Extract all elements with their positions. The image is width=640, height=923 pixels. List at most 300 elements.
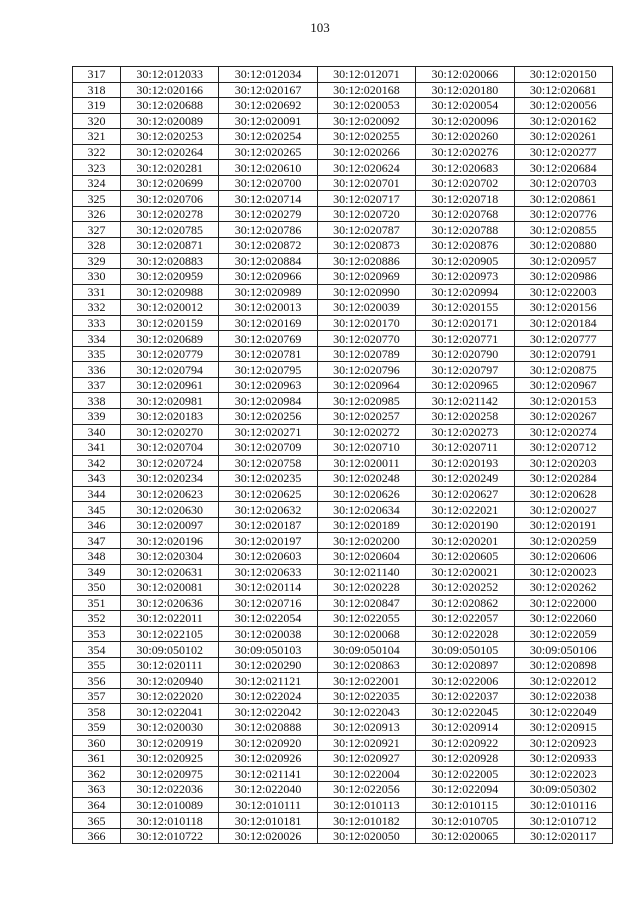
cadastral-code-cell: 30:12:020272 (317, 424, 415, 440)
row-number-cell: 320 (73, 113, 121, 129)
cadastral-code-cell: 30:12:020683 (416, 160, 514, 176)
table-row (73, 782, 613, 798)
cadastral-code-cell: 30:12:020628 (514, 486, 612, 502)
table-row (73, 82, 613, 98)
cadastral-code-cell: 30:12:020969 (317, 269, 415, 285)
cadastral-code-cell: 30:12:020922 (416, 735, 514, 751)
row-number-cell: 344 (73, 486, 121, 502)
cadastral-code-cell: 30:12:020604 (317, 548, 415, 564)
row-number-cell: 342 (73, 455, 121, 471)
cadastral-code-cell: 30:12:020880 (514, 238, 612, 254)
cadastral-code-cell: 30:12:022105 (121, 626, 219, 642)
cadastral-code-cell: 30:12:022056 (317, 782, 415, 798)
table-row (73, 409, 613, 425)
cadastral-code-cell: 30:12:020771 (416, 331, 514, 347)
table-row (73, 113, 613, 129)
cadastral-code-cell: 30:12:020180 (416, 82, 514, 98)
row-number-cell: 353 (73, 626, 121, 642)
cadastral-code-cell: 30:12:020625 (219, 486, 317, 502)
cadastral-code-cell: 30:12:012071 (317, 67, 415, 83)
cadastral-code-cell: 30:12:020681 (514, 82, 612, 98)
cadastral-code-cell: 30:12:020605 (416, 548, 514, 564)
cadastral-code-cell: 30:12:022040 (219, 782, 317, 798)
row-number-cell: 362 (73, 766, 121, 782)
cadastral-code-cell: 30:12:020050 (317, 828, 415, 844)
cadastral-code-cell: 30:12:020966 (219, 269, 317, 285)
cadastral-code-cell: 30:09:050104 (317, 642, 415, 658)
row-number-cell: 346 (73, 517, 121, 533)
cadastral-code-cell: 30:12:020169 (219, 315, 317, 331)
cadastral-code-cell: 30:12:020261 (514, 129, 612, 145)
table-row (73, 238, 613, 254)
cadastral-code-cell: 30:12:020965 (416, 377, 514, 393)
row-number-cell: 341 (73, 440, 121, 456)
cadastral-code-cell: 30:12:020984 (219, 393, 317, 409)
cadastral-code-cell: 30:12:020284 (514, 471, 612, 487)
cadastral-code-cell: 30:12:022057 (416, 611, 514, 627)
cadastral-code-cell: 30:12:020196 (121, 533, 219, 549)
cadastral-code-cell: 30:12:020779 (121, 346, 219, 362)
table-row (73, 688, 613, 704)
cadastral-code-cell: 30:12:020065 (416, 828, 514, 844)
cadastral-code-cell: 30:12:020606 (514, 548, 612, 564)
table-row (73, 284, 613, 300)
cadastral-code-cell: 30:12:020689 (121, 331, 219, 347)
cadastral-code-cell: 30:12:020189 (317, 517, 415, 533)
table-row (73, 735, 613, 751)
cadastral-code-cell: 30:12:020795 (219, 362, 317, 378)
cadastral-code-cell: 30:12:020626 (317, 486, 415, 502)
cadastral-code-cell: 30:12:020162 (514, 113, 612, 129)
cadastral-code-cell: 30:12:020258 (416, 409, 514, 425)
cadastral-code-cell: 30:12:020281 (121, 160, 219, 176)
row-number-cell: 352 (73, 611, 121, 627)
cadastral-code-cell: 30:12:020692 (219, 98, 317, 114)
cadastral-code-cell: 30:12:020928 (416, 751, 514, 767)
cadastral-code-cell: 30:12:020053 (317, 98, 415, 114)
cadastral-code-cell: 30:12:020265 (219, 144, 317, 160)
cadastral-code-cell: 30:12:020791 (514, 346, 612, 362)
cadastral-code-cell: 30:12:020156 (514, 300, 612, 316)
cadastral-code-cell: 30:12:020961 (121, 377, 219, 393)
cadastral-code-cell: 30:12:020787 (317, 222, 415, 238)
cadastral-code-cell: 30:12:022006 (416, 673, 514, 689)
cadastral-code-cell: 30:12:020789 (317, 346, 415, 362)
cadastral-code-cell: 30:12:020770 (317, 331, 415, 347)
table-row (73, 315, 613, 331)
table-row (73, 129, 613, 145)
cadastral-code-cell: 30:12:020097 (121, 517, 219, 533)
cadastral-code-cell: 30:12:022036 (121, 782, 219, 798)
cadastral-code-cell: 30:12:020855 (514, 222, 612, 238)
cadastral-code-cell: 30:12:022094 (416, 782, 514, 798)
cadastral-code-cell: 30:12:020153 (514, 393, 612, 409)
row-number-cell: 359 (73, 719, 121, 735)
table-row (73, 704, 613, 720)
cadastral-code-cell: 30:12:020781 (219, 346, 317, 362)
table-row (73, 160, 613, 176)
table-row (73, 222, 613, 238)
row-number-cell: 345 (73, 502, 121, 518)
row-number-cell: 336 (73, 362, 121, 378)
cadastral-code-cell: 30:12:020704 (121, 440, 219, 456)
cadastral-code-cell: 30:12:020278 (121, 206, 219, 222)
cadastral-code-cell: 30:12:020989 (219, 284, 317, 300)
cadastral-code-cell: 30:12:020054 (416, 98, 514, 114)
cadastral-code-cell: 30:12:022028 (416, 626, 514, 642)
cadastral-code-cell: 30:12:020276 (416, 144, 514, 160)
cadastral-code-cell: 30:12:020920 (219, 735, 317, 751)
cadastral-code-cell: 30:12:020758 (219, 455, 317, 471)
cadastral-code-cell: 30:12:020884 (219, 253, 317, 269)
cadastral-code-cell: 30:12:020254 (219, 129, 317, 145)
cadastral-code-cell: 30:12:020092 (317, 113, 415, 129)
cadastral-code-cell: 30:12:020253 (121, 129, 219, 145)
cadastral-code-cell: 30:12:020777 (514, 331, 612, 347)
row-number-cell: 326 (73, 206, 121, 222)
cadastral-code-cell: 30:12:022042 (219, 704, 317, 720)
cadastral-code-cell: 30:12:020634 (317, 502, 415, 518)
cadastral-code-cell: 30:12:020290 (219, 657, 317, 673)
cadastral-code-cell: 30:12:020271 (219, 424, 317, 440)
row-number-cell: 340 (73, 424, 121, 440)
cadastral-code-cell: 30:12:020905 (416, 253, 514, 269)
cadastral-code-cell: 30:12:020963 (219, 377, 317, 393)
cadastral-code-cell: 30:12:020796 (317, 362, 415, 378)
table-row (73, 144, 613, 160)
cadastral-code-cell: 30:12:020631 (121, 564, 219, 580)
table-row (73, 206, 613, 222)
cadastral-code-cell: 30:12:022003 (514, 284, 612, 300)
cadastral-code-cell: 30:12:010089 (121, 797, 219, 813)
cadastral-code-cell: 30:12:020038 (219, 626, 317, 642)
cadastral-code-cell: 30:12:020023 (514, 564, 612, 580)
cadastral-code-cell: 30:12:020201 (416, 533, 514, 549)
table-row (73, 766, 613, 782)
cadastral-code-cell: 30:12:010722 (121, 828, 219, 844)
cadastral-code-cell: 30:12:020081 (121, 580, 219, 596)
row-number-cell: 329 (73, 253, 121, 269)
row-number-cell: 364 (73, 797, 121, 813)
row-number-cell: 339 (73, 409, 121, 425)
table-row (73, 191, 613, 207)
row-number-cell: 350 (73, 580, 121, 596)
cadastral-code-cell: 30:12:020183 (121, 409, 219, 425)
cadastral-code-cell: 30:09:050302 (514, 782, 612, 798)
table-row (73, 67, 613, 83)
table-row (73, 797, 613, 813)
cadastral-code-cell: 30:12:020716 (219, 595, 317, 611)
row-number-cell: 347 (73, 533, 121, 549)
cadastral-code-cell: 30:12:020988 (121, 284, 219, 300)
row-number-cell: 325 (73, 191, 121, 207)
row-number-cell: 355 (73, 657, 121, 673)
table-row (73, 719, 613, 735)
cadastral-code-cell: 30:12:020304 (121, 548, 219, 564)
row-number-cell: 323 (73, 160, 121, 176)
cadastral-code-cell: 30:12:020249 (416, 471, 514, 487)
cadastral-code-cell: 30:12:020925 (121, 751, 219, 767)
table-row (73, 517, 613, 533)
cadastral-code-cell: 30:12:020026 (219, 828, 317, 844)
cadastral-code-cell: 30:12:022001 (317, 673, 415, 689)
cadastral-code-cell: 30:12:020039 (317, 300, 415, 316)
row-number-cell: 331 (73, 284, 121, 300)
table-row (73, 486, 613, 502)
row-number-cell: 365 (73, 813, 121, 829)
table-row (73, 424, 613, 440)
cadastral-code-cell: 30:12:020624 (317, 160, 415, 176)
cadastral-code-cell: 30:12:020981 (121, 393, 219, 409)
table-row (73, 828, 613, 844)
table-row (73, 269, 613, 285)
cadastral-code-cell: 30:12:020277 (514, 144, 612, 160)
cadastral-code-cell: 30:12:020919 (121, 735, 219, 751)
cadastral-code-cell: 30:12:020684 (514, 160, 612, 176)
cadastral-code-cell: 30:12:020712 (514, 440, 612, 456)
cadastral-code-cell: 30:12:020883 (121, 253, 219, 269)
row-number-cell: 332 (73, 300, 121, 316)
cadastral-code-cell: 30:12:020193 (416, 455, 514, 471)
table-row (73, 564, 613, 580)
cadastral-code-cell: 30:12:020688 (121, 98, 219, 114)
cadastral-code-cell: 30:12:010111 (219, 797, 317, 813)
cadastral-code-cell: 30:12:020166 (121, 82, 219, 98)
cadastral-code-cell: 30:12:020863 (317, 657, 415, 673)
cadastral-code-cell: 30:12:020940 (121, 673, 219, 689)
row-number-cell: 343 (73, 471, 121, 487)
cadastral-code-cell: 30:12:020876 (416, 238, 514, 254)
cadastral-code-cell: 30:12:020068 (317, 626, 415, 642)
cadastral-codes-table (72, 66, 613, 844)
cadastral-code-cell: 30:12:022004 (317, 766, 415, 782)
cadastral-code-cell: 30:12:020191 (514, 517, 612, 533)
table-row (73, 440, 613, 456)
cadastral-code-cell: 30:12:020184 (514, 315, 612, 331)
table-row (73, 813, 613, 829)
cadastral-code-cell: 30:12:020915 (514, 719, 612, 735)
table-row (73, 595, 613, 611)
cadastral-code-cell: 30:12:020957 (514, 253, 612, 269)
cadastral-code-cell: 30:12:020872 (219, 238, 317, 254)
table-row (73, 377, 613, 393)
table-row (73, 502, 613, 518)
cadastral-code-cell: 30:12:022035 (317, 688, 415, 704)
table-row (73, 533, 613, 549)
cadastral-code-cell: 30:12:020790 (416, 346, 514, 362)
cadastral-code-cell: 30:12:020973 (416, 269, 514, 285)
cadastral-code-cell: 30:12:020636 (121, 595, 219, 611)
cadastral-code-cell: 30:12:020111 (121, 657, 219, 673)
row-number-cell: 330 (73, 269, 121, 285)
cadastral-code-cell: 30:12:020630 (121, 502, 219, 518)
cadastral-code-cell: 30:12:020847 (317, 595, 415, 611)
cadastral-code-cell: 30:12:020700 (219, 175, 317, 191)
cadastral-code-cell: 30:12:020990 (317, 284, 415, 300)
row-number-cell: 333 (73, 315, 121, 331)
row-number-cell: 366 (73, 828, 121, 844)
cadastral-code-cell: 30:12:020159 (121, 315, 219, 331)
cadastral-code-cell: 30:12:022024 (219, 688, 317, 704)
cadastral-code-cell: 30:12:022054 (219, 611, 317, 627)
cadastral-code-cell: 30:12:020273 (416, 424, 514, 440)
cadastral-code-cell: 30:12:020786 (219, 222, 317, 238)
cadastral-code-cell: 30:12:020266 (317, 144, 415, 160)
cadastral-code-cell: 30:12:020228 (317, 580, 415, 596)
cadastral-code-cell: 30:12:020927 (317, 751, 415, 767)
cadastral-code-cell: 30:12:020627 (416, 486, 514, 502)
row-number-cell: 319 (73, 98, 121, 114)
table-row (73, 98, 613, 114)
cadastral-code-cell: 30:12:012033 (121, 67, 219, 83)
table-row (73, 175, 613, 191)
cadastral-code-cell: 30:12:020788 (416, 222, 514, 238)
cadastral-code-cell: 30:12:020150 (514, 67, 612, 83)
row-number-cell: 322 (73, 144, 121, 160)
cadastral-code-cell: 30:12:020985 (317, 393, 415, 409)
cadastral-code-cell: 30:12:020797 (416, 362, 514, 378)
cadastral-code-cell: 30:12:020711 (416, 440, 514, 456)
cadastral-code-cell: 30:12:020264 (121, 144, 219, 160)
table-row (73, 657, 613, 673)
row-number-cell: 328 (73, 238, 121, 254)
cadastral-code-cell: 30:12:020167 (219, 82, 317, 98)
table-row (73, 300, 613, 316)
row-number-cell: 335 (73, 346, 121, 362)
cadastral-code-cell: 30:12:010113 (317, 797, 415, 813)
cadastral-code-cell: 30:12:020886 (317, 253, 415, 269)
cadastral-code-cell: 30:12:010182 (317, 813, 415, 829)
cadastral-code-cell: 30:12:020959 (121, 269, 219, 285)
cadastral-code-cell: 30:12:020089 (121, 113, 219, 129)
cadastral-code-cell: 30:12:020701 (317, 175, 415, 191)
cadastral-code-cell: 30:12:020769 (219, 331, 317, 347)
cadastral-code-cell: 30:12:022038 (514, 688, 612, 704)
cadastral-code-cell: 30:12:022000 (514, 595, 612, 611)
cadastral-code-cell: 30:12:020262 (514, 580, 612, 596)
cadastral-code-cell: 30:12:020603 (219, 548, 317, 564)
row-number-cell: 357 (73, 688, 121, 704)
cadastral-code-cell: 30:12:020776 (514, 206, 612, 222)
cadastral-code-cell: 30:12:020270 (121, 424, 219, 440)
cadastral-code-cell: 30:12:020702 (416, 175, 514, 191)
cadastral-code-cell: 30:12:020699 (121, 175, 219, 191)
cadastral-code-cell: 30:12:020114 (219, 580, 317, 596)
cadastral-code-cell: 30:12:020913 (317, 719, 415, 735)
cadastral-code-cell: 30:12:022049 (514, 704, 612, 720)
cadastral-code-cell: 30:12:020862 (416, 595, 514, 611)
row-number-cell: 356 (73, 673, 121, 689)
table-body (73, 67, 613, 844)
row-number-cell: 361 (73, 751, 121, 767)
cadastral-code-cell: 30:12:020021 (416, 564, 514, 580)
cadastral-code-cell: 30:12:010116 (514, 797, 612, 813)
cadastral-code-cell: 30:12:020056 (514, 98, 612, 114)
cadastral-code-cell: 30:12:020252 (416, 580, 514, 596)
cadastral-code-cell: 30:12:020012 (121, 300, 219, 316)
table-row (73, 626, 613, 642)
cadastral-code-cell: 30:12:020861 (514, 191, 612, 207)
cadastral-code-cell: 30:12:020898 (514, 657, 612, 673)
cadastral-code-cell: 30:12:020279 (219, 206, 317, 222)
cadastral-code-cell: 30:12:022020 (121, 688, 219, 704)
row-number-cell: 360 (73, 735, 121, 751)
cadastral-code-cell: 30:09:050102 (121, 642, 219, 658)
cadastral-code-cell: 30:12:020633 (219, 564, 317, 580)
cadastral-code-cell: 30:12:020703 (514, 175, 612, 191)
cadastral-code-cell: 30:12:020871 (121, 238, 219, 254)
cadastral-code-cell: 30:12:020066 (416, 67, 514, 83)
row-number-cell: 337 (73, 377, 121, 393)
table-row (73, 751, 613, 767)
cadastral-code-cell: 30:12:020709 (219, 440, 317, 456)
cadastral-code-cell: 30:12:022045 (416, 704, 514, 720)
cadastral-code-cell: 30:12:020255 (317, 129, 415, 145)
cadastral-code-cell: 30:12:020873 (317, 238, 415, 254)
row-number-cell: 351 (73, 595, 121, 611)
table-row (73, 548, 613, 564)
cadastral-code-cell: 30:12:020011 (317, 455, 415, 471)
cadastral-code-cell: 30:12:020875 (514, 362, 612, 378)
cadastral-code-cell: 30:12:020234 (121, 471, 219, 487)
row-number-cell: 317 (73, 67, 121, 83)
cadastral-code-cell: 30:12:022055 (317, 611, 415, 627)
cadastral-code-cell: 30:12:020897 (416, 657, 514, 673)
table-row (73, 362, 613, 378)
cadastral-code-cell: 30:12:020257 (317, 409, 415, 425)
cadastral-code-cell: 30:12:020714 (219, 191, 317, 207)
cadastral-code-cell: 30:12:020785 (121, 222, 219, 238)
cadastral-code-cell: 30:12:020610 (219, 160, 317, 176)
cadastral-code-cell: 30:12:022021 (416, 502, 514, 518)
cadastral-code-cell: 30:12:022043 (317, 704, 415, 720)
cadastral-code-cell: 30:09:050106 (514, 642, 612, 658)
cadastral-code-cell: 30:09:050103 (219, 642, 317, 658)
cadastral-code-cell: 30:12:022041 (121, 704, 219, 720)
cadastral-code-cell: 30:12:020274 (514, 424, 612, 440)
table-row (73, 471, 613, 487)
cadastral-code-cell: 30:12:020888 (219, 719, 317, 735)
page-number: 103 (310, 20, 330, 35)
cadastral-code-cell: 30:12:020248 (317, 471, 415, 487)
row-number-cell: 321 (73, 129, 121, 145)
cadastral-code-cell: 30:12:020718 (416, 191, 514, 207)
cadastral-code-cell: 30:12:020986 (514, 269, 612, 285)
row-number-cell: 338 (73, 393, 121, 409)
cadastral-code-cell: 30:12:020170 (317, 315, 415, 331)
table-row (73, 673, 613, 689)
cadastral-code-cell: 30:12:010712 (514, 813, 612, 829)
cadastral-code-cell: 30:12:022005 (416, 766, 514, 782)
cadastral-code-cell: 30:12:012034 (219, 67, 317, 83)
cadastral-code-cell: 30:12:020168 (317, 82, 415, 98)
table-row (73, 455, 613, 471)
cadastral-code-cell: 30:12:010115 (416, 797, 514, 813)
row-number-cell: 324 (73, 175, 121, 191)
row-number-cell: 358 (73, 704, 121, 720)
table-row (73, 580, 613, 596)
cadastral-code-cell: 30:12:020794 (121, 362, 219, 378)
cadastral-code-cell: 30:12:022011 (121, 611, 219, 627)
row-number-cell: 348 (73, 548, 121, 564)
cadastral-code-cell: 30:12:020706 (121, 191, 219, 207)
cadastral-code-cell: 30:12:022023 (514, 766, 612, 782)
cadastral-code-cell: 30:12:020235 (219, 471, 317, 487)
cadastral-code-cell: 30:12:020717 (317, 191, 415, 207)
cadastral-code-cell: 30:12:010705 (416, 813, 514, 829)
cadastral-code-cell: 30:12:020256 (219, 409, 317, 425)
table-row (73, 331, 613, 347)
